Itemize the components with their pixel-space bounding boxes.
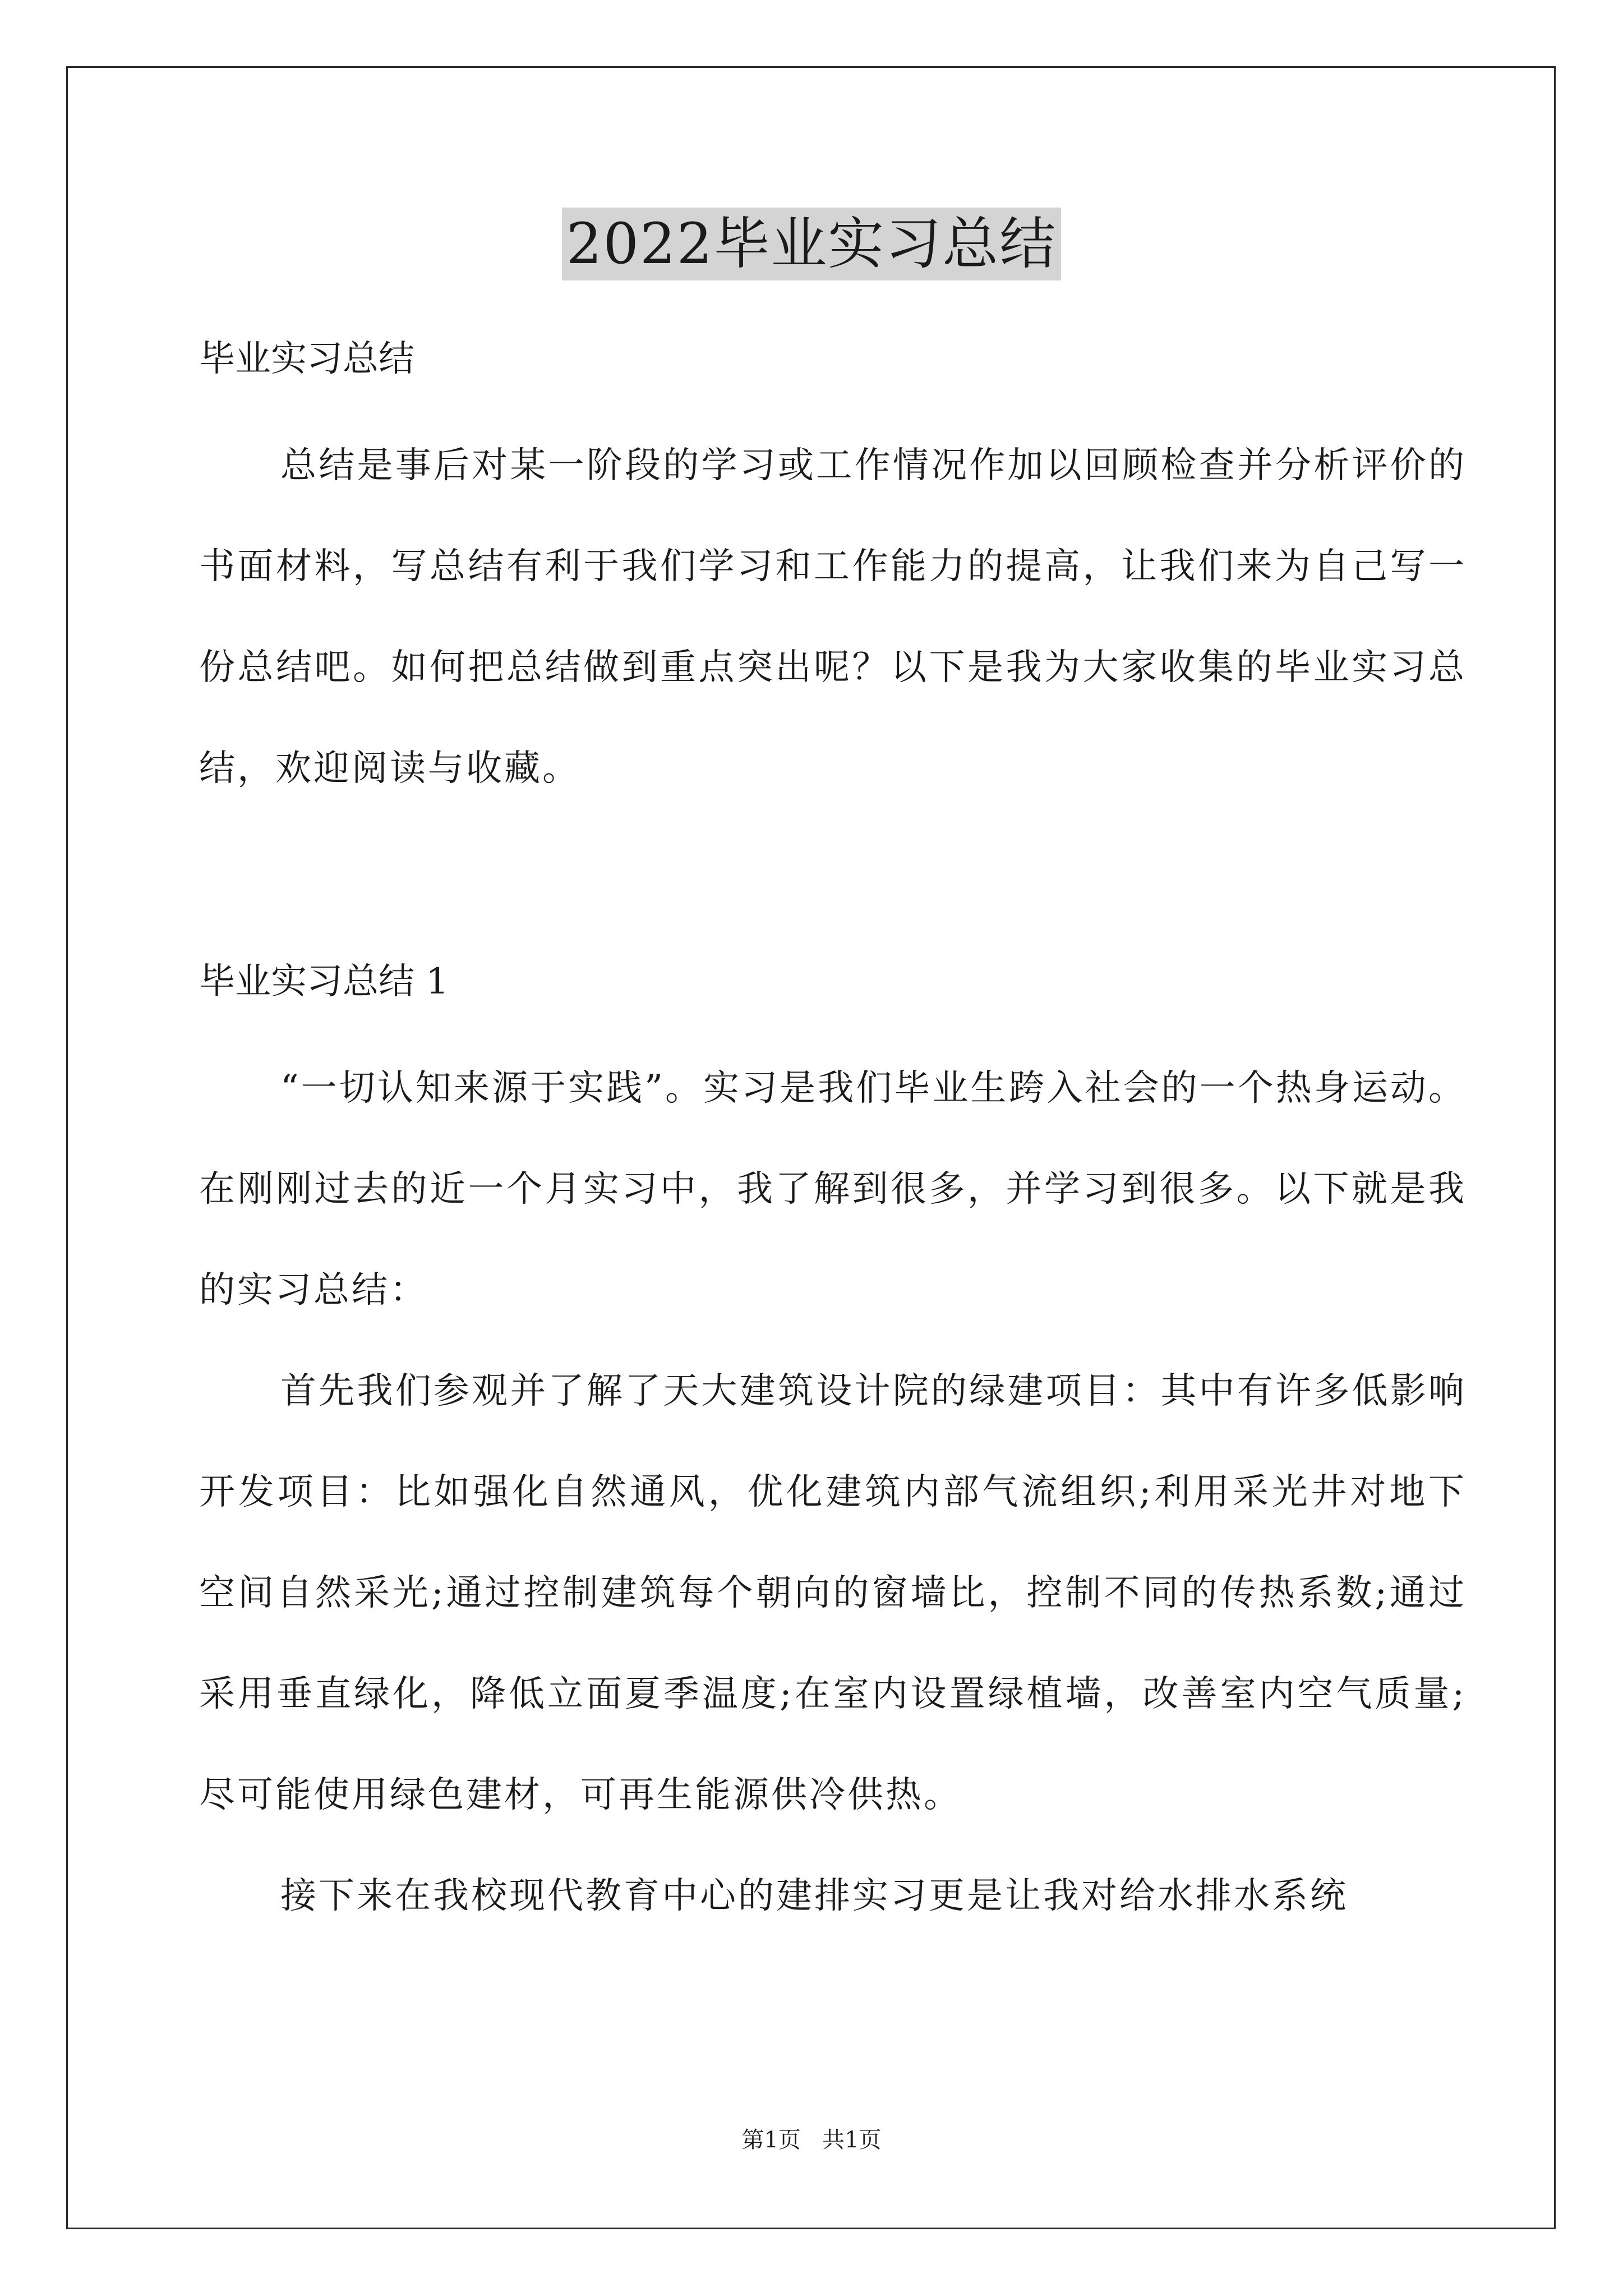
title-container [0,208,1623,280]
page-footer: 第1页 共1页 [741,2127,882,2153]
intro-heading: 毕业实习总结 [199,338,414,380]
section-spacer [199,819,1467,926]
body-paragraph: 接下来在我校现代教育中心的建排实习更是让我对给水排水系统 [280,1875,1348,1917]
body-paragraph: “一切认知来源于实践”。实习是我们毕业生跨入社会的一个热身运动。在刚刚过去的近一个月实习中，我了解到很多，并学习到很多。以下就是我的实习总结： [199,1068,1467,1311]
body-paragraph: 首先我们参观并了解了天大建筑设计院的绿建项目：其中有许多低影响开发项目：比如强化自然通风，优化建筑内部气流组织;利用采光井对地下空间自然采光;通过控制建筑每个朝向的窗墙比，控制不同的传热系数;通过采用垂直绿化，降低立面夏季温度;在室内设置绿植墙，改善室内空气质量;尽可能使用绿色建材，可再生能源供冷供热。 [199,1370,1467,1816]
document-body [199,303,1467,1947]
section-heading: 毕业实习总结 1 [199,961,449,1002]
intro-paragraph: 总结是事后对某一阶段的学习或工作情况作加以回顾检查并分析评价的书面材料，写总结有利于我们学习和工作能力的提高，让我们来为自己写一份总结吧。如何把总结做到重点突出呢？以下是我为大家收集的毕业实习总结，欢迎阅读与收藏。 [199,445,1467,789]
document-title: 2022毕业实习总结 [562,208,1062,280]
